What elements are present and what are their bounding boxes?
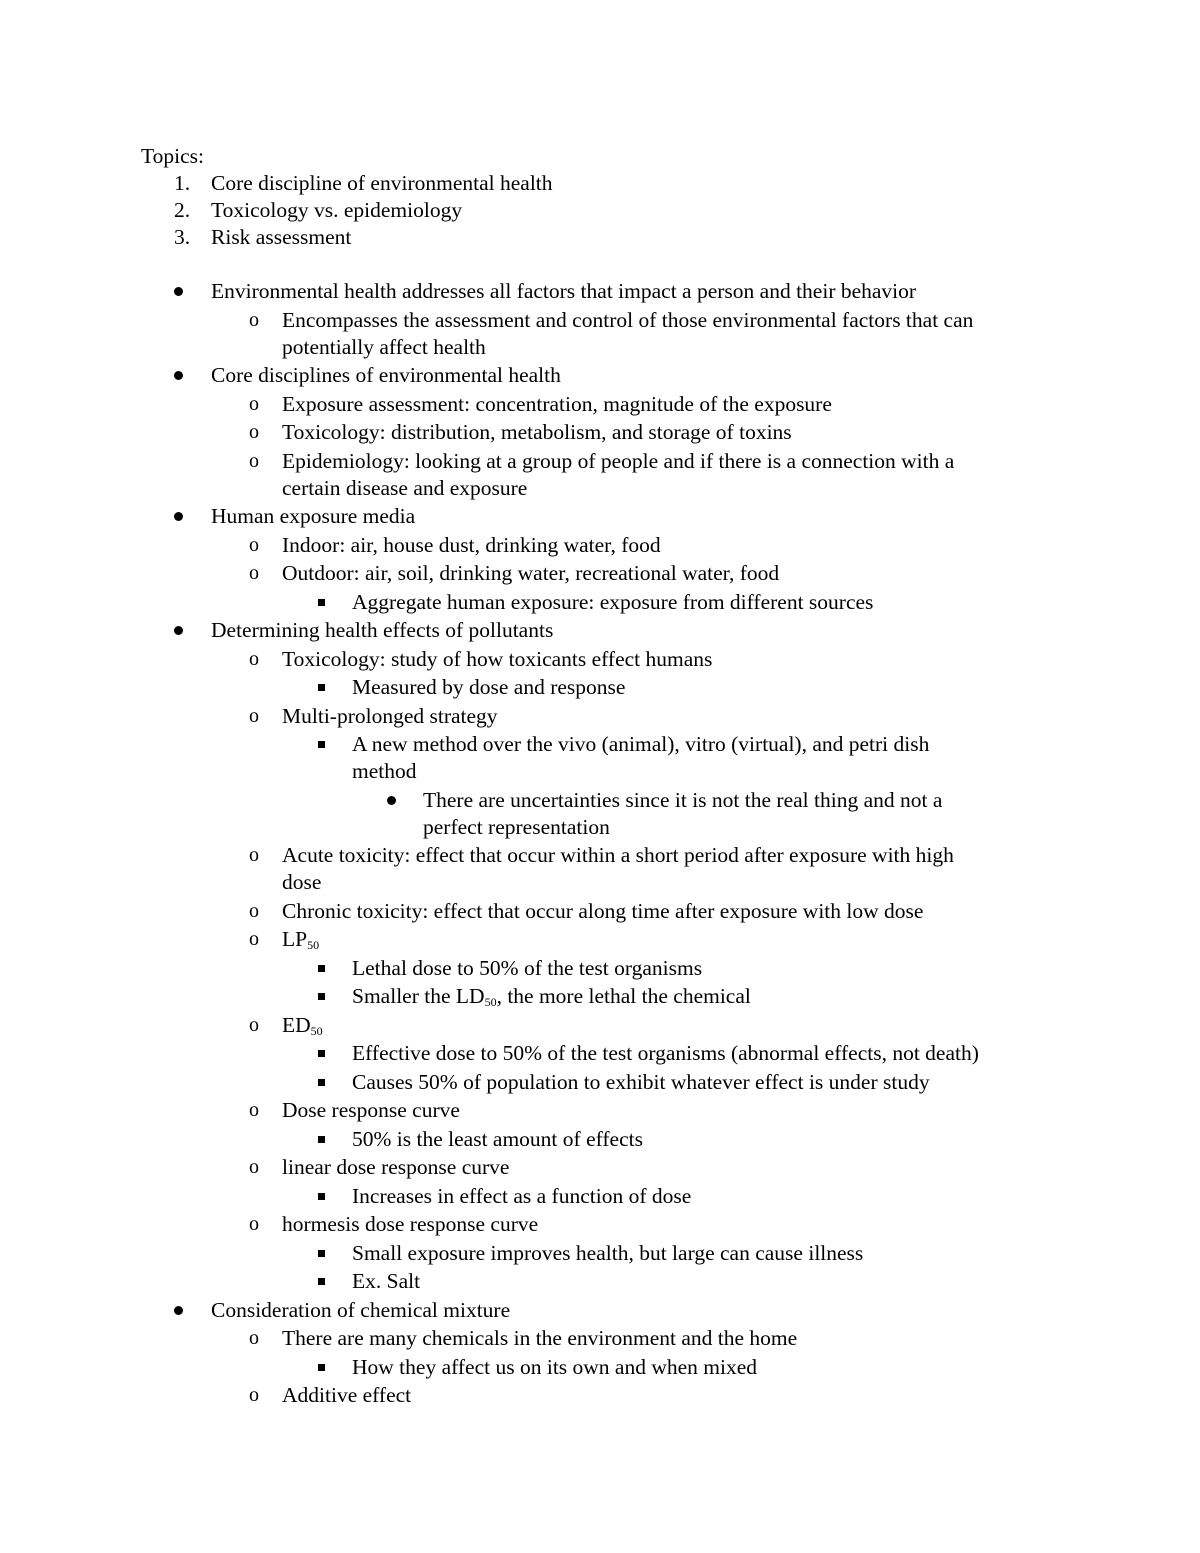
- bullet-circle-icon: o: [249, 704, 259, 727]
- bullet-disc-icon: [174, 512, 183, 521]
- bullet-circle-icon: o: [249, 562, 259, 584]
- list-item-text: Toxicology: study of how toxicants effect humans: [282, 646, 713, 671]
- list-item-text: [282, 926, 319, 953]
- bullet-square-icon: [318, 1079, 325, 1086]
- subscript-text: 50: [307, 938, 320, 952]
- numbered-marker: 3.: [174, 225, 191, 249]
- bullet-square-icon: [318, 599, 325, 606]
- list-item-text: Small exposure improves health, but large can cause illness: [352, 1240, 864, 1265]
- bullet-square-icon: [318, 684, 325, 691]
- list-item-text: Lethal dose to 50% of the test organisms: [352, 955, 703, 980]
- bullet-disc-icon: [387, 796, 396, 805]
- bullet-square-icon: [318, 1278, 325, 1285]
- bullet-circle-icon: o: [249, 421, 259, 443]
- bullet-circle-icon: o: [249, 1384, 259, 1406]
- bullet-circle-icon: o: [249, 1327, 259, 1349]
- bullet-circle-icon: o: [249, 1156, 259, 1178]
- list-item-text: [352, 983, 751, 1010]
- bullet-square-icon: [318, 741, 325, 748]
- list-item-text: Environmental health addresses all factors that impact a person and their behavior: [211, 279, 917, 303]
- bullet-circle-icon: o: [249, 308, 259, 331]
- list-item-text: Additive effect: [282, 1383, 412, 1407]
- bullet-square-icon: [318, 993, 325, 1000]
- list-item-text: Multi-prolonged strategy: [282, 703, 498, 728]
- list-item-text: 50% is the least amount of effects: [352, 1126, 643, 1151]
- list-item-text: Core disciplines of environmental health: [211, 363, 561, 387]
- numbered-item-text: Core discipline of environmental health: [211, 171, 553, 195]
- list-item-text: Consideration of chemical mixture: [211, 1297, 511, 1322]
- bullet-circle-icon: o: [249, 533, 259, 556]
- list-item-text: method: [352, 759, 417, 783]
- subscript-text: 50: [484, 995, 497, 1009]
- subscript-text: 50: [310, 1023, 323, 1038]
- bullet-circle-icon: o: [249, 449, 259, 472]
- bullet-disc-icon: [174, 371, 183, 380]
- list-item-text: Ex. Salt: [352, 1269, 421, 1293]
- bullet-square-icon: [318, 1050, 325, 1057]
- bullet-disc-icon: [174, 287, 183, 296]
- bullet-circle-icon: o: [249, 844, 259, 866]
- bullet-circle-icon: o: [249, 647, 259, 670]
- list-item-text: linear dose response curve: [282, 1155, 510, 1179]
- list-item-text: Measured by dose and response: [352, 675, 626, 699]
- list-item-text: There are uncertainties since it is not the real thing and not a: [423, 787, 943, 812]
- bullet-circle-icon: o: [249, 928, 259, 950]
- list-item-fragment: ED: [282, 1012, 311, 1037]
- list-item-text: certain disease and exposure: [282, 475, 528, 500]
- list-item-text: Toxicology: distribution, metabolism, and storage of toxins: [282, 420, 792, 444]
- list-item-text: Indoor: air, house dust, drinking water, food: [282, 532, 661, 557]
- numbered-marker: 1.: [174, 171, 191, 195]
- list-item-text: Epidemiology: looking at a group of people and if there is a connection with a: [282, 448, 955, 473]
- list-item-text: Encompasses the assessment and control of those environmental factors that can: [282, 307, 974, 332]
- list-item-text: How they affect us on its own and when mixed: [352, 1354, 758, 1379]
- list-item-text: [282, 1012, 323, 1039]
- bullet-circle-icon: o: [249, 1099, 259, 1121]
- list-item-text: Effective dose to 50% of the test organisms (abnormal effects, not death): [352, 1041, 979, 1065]
- bullet-circle-icon: o: [249, 392, 259, 415]
- bullet-disc-icon: [174, 1306, 183, 1315]
- bullet-square-icon: [318, 1136, 325, 1143]
- bullet-square-icon: [318, 965, 325, 972]
- list-item-text: Aggregate human exposure: exposure from different sources: [352, 589, 874, 614]
- list-item-text: Acute toxicity: effect that occur within a short period after exposure with high: [282, 843, 954, 867]
- list-item-text: potentially affect health: [282, 334, 486, 359]
- bullet-circle-icon: o: [249, 1213, 259, 1235]
- bullet-circle-icon: o: [249, 1013, 259, 1036]
- numbered-item-text: Risk assessment: [211, 225, 352, 249]
- topics-heading: Topics:: [141, 144, 204, 168]
- bullet-square-icon: [318, 1250, 325, 1257]
- list-item-fragment: LP: [282, 927, 308, 951]
- list-item-text: Determining health effects of pollutants: [211, 618, 554, 642]
- list-item-text: Exposure assessment: concentration, magnitude of the exposure: [282, 391, 832, 416]
- list-item-text: perfect representation: [423, 814, 610, 839]
- list-item-text: There are many chemicals in the environment and the home: [282, 1326, 798, 1350]
- list-item-text: Chronic toxicity: effect that occur along time after exposure with low dose: [282, 898, 924, 923]
- list-item-fragment: , the more lethal the chemical: [496, 984, 751, 1008]
- list-item-text: Dose response curve: [282, 1098, 460, 1122]
- list-item-text: hormesis dose response curve: [282, 1212, 539, 1236]
- list-item-text: dose: [282, 870, 322, 894]
- list-item-text: Increases in effect as a function of dose: [352, 1183, 692, 1208]
- numbered-item-text: Toxicology vs. epidemiology: [211, 198, 463, 222]
- list-item-text: Human exposure media: [211, 504, 416, 528]
- bullet-square-icon: [318, 1364, 325, 1371]
- list-item-fragment: Smaller the LD: [352, 984, 485, 1008]
- list-item-text: Causes 50% of population to exhibit whatever effect is under study: [352, 1069, 930, 1094]
- bullet-disc-icon: [174, 626, 183, 635]
- list-item-text: A new method over the vivo (animal), vitro (virtual), and petri dish: [352, 732, 930, 756]
- bullet-square-icon: [318, 1193, 325, 1200]
- bullet-circle-icon: o: [249, 899, 259, 922]
- list-item-text: Outdoor: air, soil, drinking water, recreational water, food: [282, 561, 780, 585]
- numbered-marker: 2.: [174, 198, 191, 222]
